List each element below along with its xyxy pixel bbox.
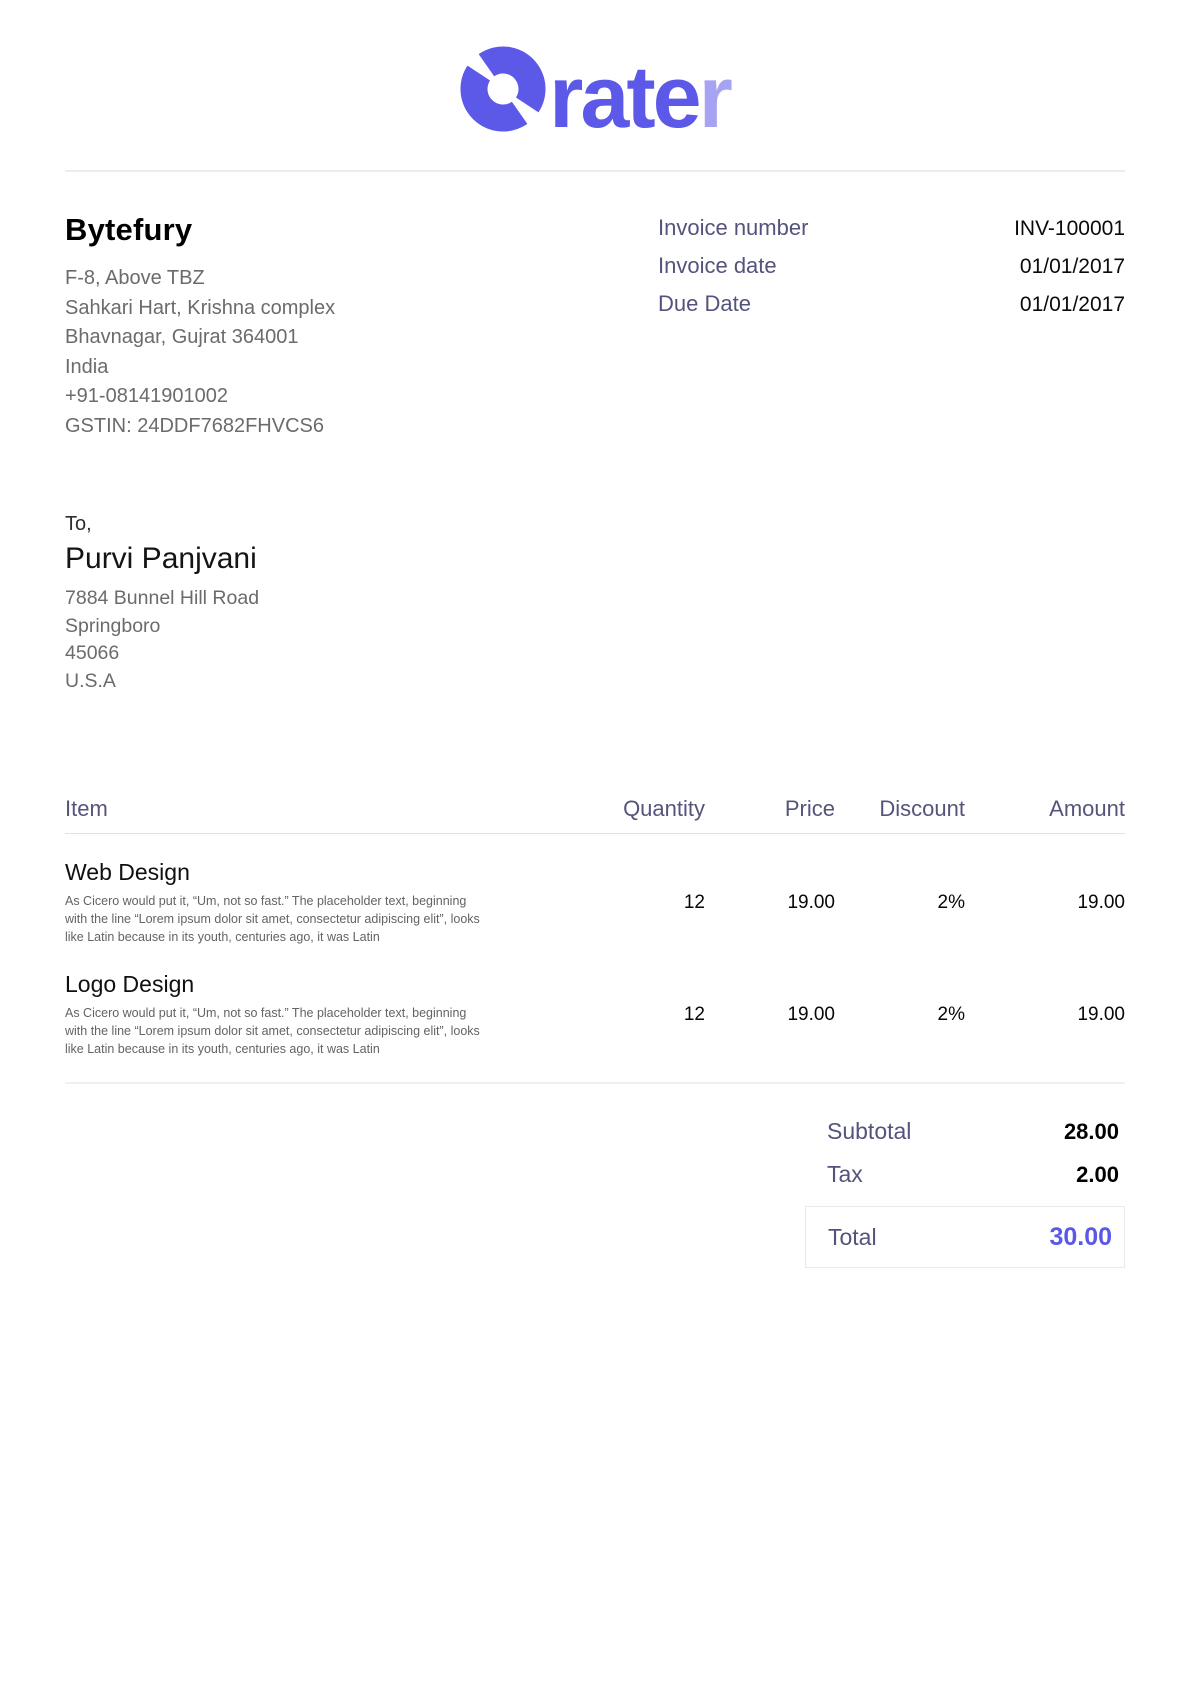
company-phone: +91-08141901002 xyxy=(65,385,228,407)
column-header-item: Item xyxy=(65,796,108,821)
customer-name: Purvi Panjvani xyxy=(65,542,257,575)
company-address-line: Sahkari Hart, Krishna complex xyxy=(65,296,336,319)
table-row xyxy=(65,834,1125,946)
item-discount: 2% xyxy=(937,892,965,913)
item-price: 19.00 xyxy=(787,892,835,913)
item-amount: 19.00 xyxy=(1077,892,1125,913)
company-address-line: India xyxy=(65,355,109,378)
item-price: 19.00 xyxy=(787,1004,835,1025)
item-description xyxy=(65,892,535,946)
customer-address xyxy=(65,585,1125,695)
tax-label: Tax xyxy=(827,1161,863,1187)
column-header-price: Price xyxy=(784,796,835,821)
customer-address-line: 45066 xyxy=(65,642,120,664)
tax-row xyxy=(805,1161,1125,1191)
customer-address-line: Springboro xyxy=(65,614,161,637)
items-bottom-divider xyxy=(65,1082,1125,1084)
company-gstin: GSTIN: 24DDF7682FHVCS6 xyxy=(65,414,324,437)
invoice-date-value: 01/01/2017 xyxy=(1019,255,1125,278)
company-name: Bytefury xyxy=(65,212,193,247)
invoice-number-row xyxy=(658,215,1125,241)
due-date-value: 01/01/2017 xyxy=(1019,293,1125,316)
column-header-quantity: Quantity xyxy=(623,796,705,821)
due-date-row xyxy=(658,291,1125,317)
company-address-line: Bhavnagar, Gujrat 364001 xyxy=(65,326,299,348)
item-description-line: with the line “Lorem ipsum dolor sit amet, consectetur adipiscing elit”, looks xyxy=(65,1024,480,1038)
total-value: 30.00 xyxy=(1049,1222,1112,1251)
item-cell xyxy=(65,859,495,946)
item-cell xyxy=(65,971,495,1058)
subtotal-row xyxy=(805,1118,1125,1148)
company-address-line: F-8, Above TBZ xyxy=(65,267,205,289)
logo-row xyxy=(65,0,1125,146)
total-box xyxy=(805,1206,1125,1268)
header-divider xyxy=(65,170,1125,172)
customer-address-line: 7884 Bunnel Hill Road xyxy=(65,587,260,609)
total-label: Total xyxy=(828,1223,877,1250)
item-description-line: As Cicero would put it, “Um, not so fast.” The placeholder text, beginning xyxy=(65,894,467,908)
item-quantity: 12 xyxy=(683,892,705,913)
item-description-line: As Cicero would put it, “Um, not so fast.” The placeholder text, beginning xyxy=(65,1006,467,1020)
bill-to-prefix: To, xyxy=(65,513,92,535)
item-discount: 2% xyxy=(937,1004,965,1025)
company-address xyxy=(65,264,335,441)
invoice-number-value: INV-100001 xyxy=(1014,217,1125,240)
company-block xyxy=(65,212,335,441)
brand-wordmark: rate xyxy=(549,47,699,146)
subtotal-value: 28.00 xyxy=(1063,1119,1119,1144)
invoice-date-label: Invoice date xyxy=(658,253,777,278)
bill-to-section xyxy=(65,513,1125,695)
item-name: Web Design xyxy=(65,859,190,885)
invoice-date-row xyxy=(658,253,1125,279)
crater-c-icon xyxy=(460,46,546,132)
item-description-line: like Latin because in its youth, centuries ago, it was Latin xyxy=(65,930,380,944)
header-section xyxy=(65,212,1125,441)
table-row xyxy=(65,946,1125,1058)
customer-address-line: U.S.A xyxy=(65,669,116,692)
column-header-discount: Discount xyxy=(879,796,965,821)
item-quantity: 12 xyxy=(683,1004,705,1025)
invoice-meta xyxy=(658,212,1125,441)
item-amount: 19.00 xyxy=(1077,1004,1125,1025)
items-table-header xyxy=(65,796,1125,822)
subtotal-label: Subtotal xyxy=(827,1118,912,1144)
items-table xyxy=(65,796,1125,1084)
item-description-line: like Latin because in its youth, centuries ago, it was Latin xyxy=(65,1042,380,1056)
item-name: Logo Design xyxy=(65,971,195,997)
totals-section xyxy=(805,1118,1125,1268)
item-description xyxy=(65,1004,535,1058)
brand-wordmark-last: r xyxy=(698,47,730,146)
column-header-amount: Amount xyxy=(1049,796,1125,821)
item-description-line: with the line “Lorem ipsum dolor sit amet, consectetur adipiscing elit”, looks xyxy=(65,912,480,926)
due-date-label: Due Date xyxy=(658,291,751,316)
brand-logo xyxy=(460,44,730,146)
invoice-number-label: Invoice number xyxy=(658,215,809,240)
tax-value: 2.00 xyxy=(1076,1162,1119,1187)
